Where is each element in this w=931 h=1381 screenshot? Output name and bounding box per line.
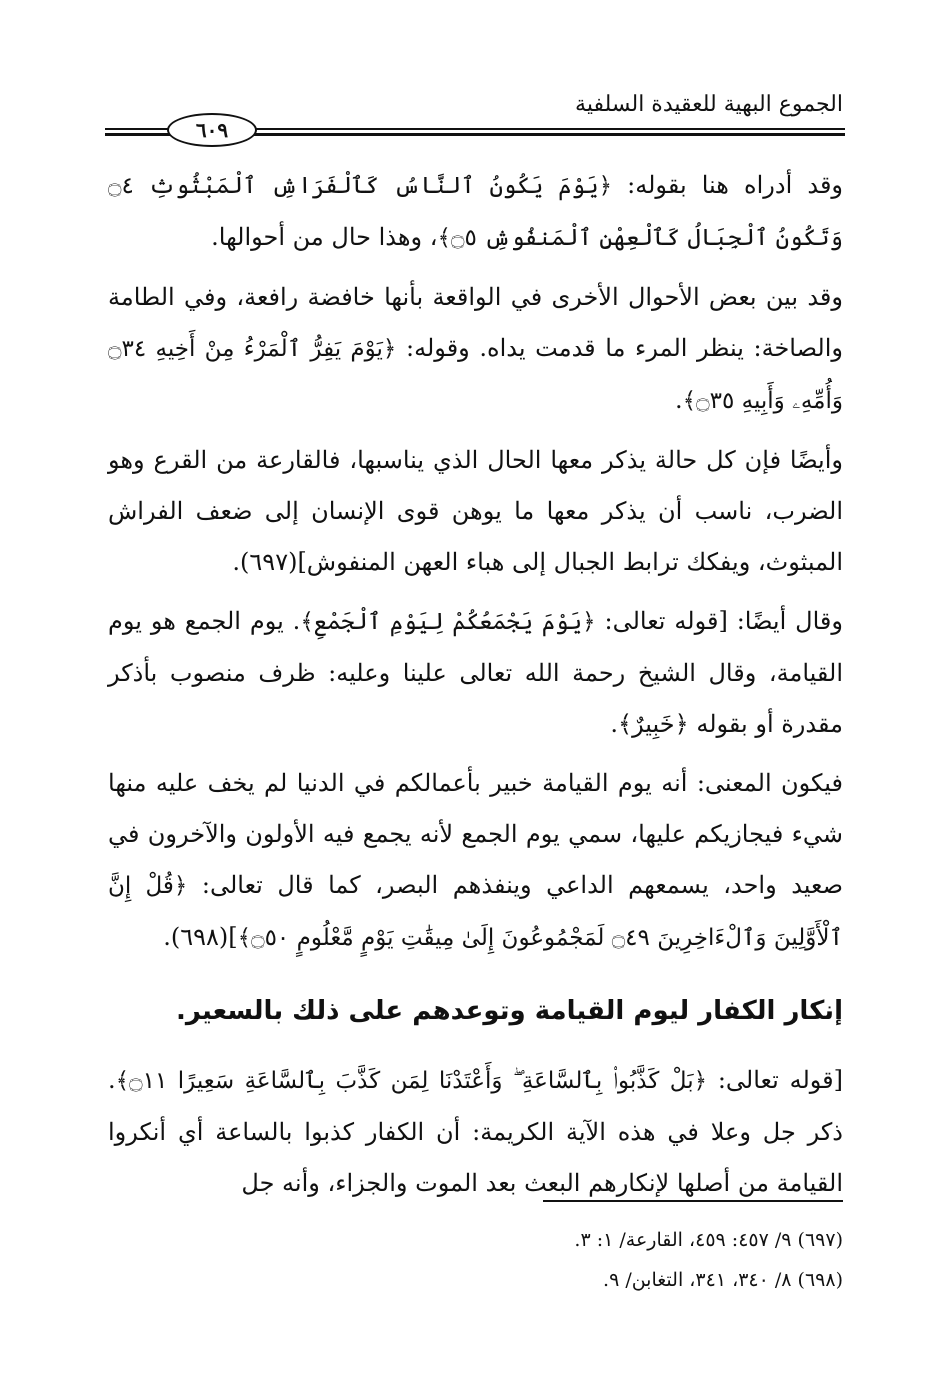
- paragraph-text: وقال أيضًا: [قوله تعالى:: [595, 607, 843, 635]
- paragraph-4: [108, 596, 843, 750]
- paragraph-text: [قوله تعالى:: [707, 1066, 843, 1094]
- paragraph-text: فيكون المعنى: أنه يوم القيامة خبير بأعمالكم في الدنيا لم يخف عليه منها شيء فيجازيكم عليها، سمي يوم الجمع لأنه يجمع فيه الأولون والآخرون في صعيد واحد، يسمعهم الداعي وينفذهم البصر، كما قال تعالى:: [108, 769, 843, 899]
- footnote-698: (٦٩٨) ٨/ ٣٤٠، ٣٤١، التغابن/ ٩.: [603, 1269, 843, 1291]
- footnote-697: (٦٩٧) ٩/ ٤٥٧: ٤٥٩، القارعة/ ١: ٣.: [574, 1229, 843, 1251]
- section-heading: إنكار الكفار ليوم القيامة وتوعدهم على ذلك بالسعير.: [176, 996, 843, 1026]
- paragraph-1: [108, 160, 843, 264]
- quran-verse: ﴿بَلْ كَذَّبُوا۟ بِٱلسَّاعَةِ ۖ وَأَعْتَدْنَا لِمَن كَذَّبَ بِٱلسَّاعَةِ سَعِيرًا ۝١١﴾: [115, 1068, 708, 1094]
- paragraph-text: ](٦٩٨).: [163, 923, 238, 951]
- paragraph-3: [108, 435, 843, 588]
- quran-verse: ﴿يَوْمَ يَجْمَعُكُمْ لِيَوْمِ ٱلْجَمْعِ﴾: [300, 609, 596, 635]
- header-rule: [105, 118, 845, 148]
- main-text: [108, 160, 843, 1217]
- paragraph-text: . يوم الجمع هو يوم القيامة، وقال الشيخ رحمة الله تعالى علينا وعليه: ظرف منصوب بأذكر مقدرة أو بقوله ﴿خَبِيرٌ﴾.: [108, 607, 843, 738]
- quran-verse: ﴿يَوْمَ يَكُونُ ٱلنَّاسُ كَٱلْفَرَاشِ ٱلْمَبْثُوثِ ۝٤ وَتَكُونُ ٱلْجِبَالُ كَٱلْعِهْنِ ٱلْمَنفُوشِ ۝٥﴾: [108, 173, 843, 251]
- paragraph-5: [108, 758, 843, 964]
- page-number: ٦٠٩: [167, 113, 257, 147]
- paragraph-text: ، وهذا حال من أحوالها.: [211, 223, 438, 251]
- paragraph-6: [108, 1055, 843, 1209]
- paragraph-text: . ذكر جل وعلا في هذه الآية الكريمة: أن الكفار كذبوا بالساعة أي أنكروا القيامة من أصلها لإنكارهم البعث بعد الموت والجزاء، وأنه جل: [108, 1066, 843, 1197]
- quran-verse: ﴿قُلْ إِنَّ ٱلْأَوَّلِينَ وَٱلْءَاخِرِينَ ۝٤٩ لَمَجْمُوعُونَ إِلَىٰ مِيقَٰتِ يَوْمٍ مَّعْلُومٍ ۝٥٠﴾: [108, 873, 843, 951]
- footnote-rule: [543, 1200, 843, 1202]
- paragraph-text: وقد أدراه هنا بقوله:: [612, 171, 844, 199]
- paragraph-2: [108, 272, 843, 427]
- paragraph-text: وقد بين بعض الأحوال الأخرى في الواقعة بأنها خافضة رافعة، وفي الطامة والصاخة: ينظر المرء ما قدمت يداه. وقوله:: [108, 283, 844, 362]
- quran-verse: ﴿يَوْمَ يَفِرُّ ٱلْمَرْءُ مِنْ أَخِيهِ ۝٣٤ وَأُمِّهِۦ وَأَبِيهِ ۝٣٥﴾: [108, 336, 843, 414]
- paragraph-text: .: [675, 386, 683, 414]
- running-header-title: الجموع البهية للعقيدة السلفية: [575, 92, 843, 117]
- paragraph-text: وأيضًا فإن كل حالة يذكر معها الحال الذي يناسبها، فالقارعة من القرع وهو الضرب، ناسب أن يذكر معها ما يوهن قوى الإنسان إلى ضعف الفراش المبثوث، ويفكك ترابط الجبال إلى هباء العهن المنفوش](٦٩٧).: [108, 446, 843, 576]
- footnotes: [108, 1200, 843, 1300]
